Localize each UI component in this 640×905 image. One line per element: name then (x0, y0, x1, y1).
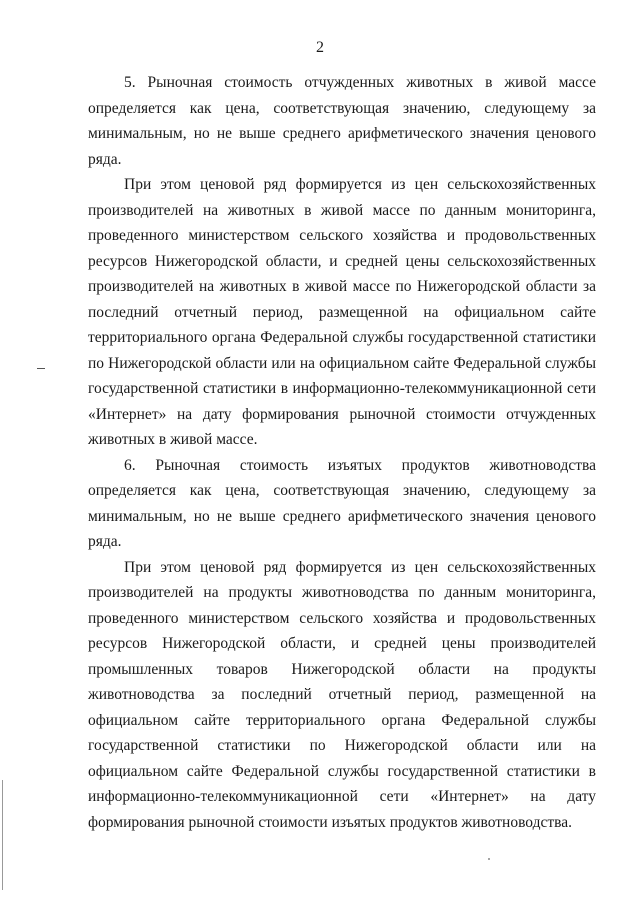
paragraph-price-series-products: При этом ценовой ряд формируется из цен сельскохозяйственных производителей на продукты животноводства по данным мониторинга, проведенного министерством сельского хозяйства и продовольственных ресурсов Нижегородской области, и средней цены производителей промышленных товаров Нижегородской области на продукты животноводства за последний отчетный период, размещенной на официальном сайте территориального органа Федеральной службы государственной статистики по Нижегородской области или на официальном сайте Федеральной службы государственной статистики в информационно-телекоммуникационной сети «Интернет» на дату формирования рыночной стоимости изъятых продуктов животноводства. (88, 558, 596, 831)
document-body (88, 70, 596, 835)
paragraph-item-6: 6. Рыночная стоимость изъятых продуктов животноводства определяется как цена, соответствующая значению, следующему за минимальным, но не выше среднего арифметического значения ценового ряда. (88, 456, 596, 550)
page-number: 2 (316, 39, 324, 56)
paragraph-price-series-animals: При этом ценовой ряд формируется из цен сельскохозяйственных производителей на животных в живой массе по данным мониторинга, проведенного министерством сельского хозяйства и продовольственных ресурсов Нижегородской области, и средней цены сельскохозяйственных производителей на животных в живой массе по Нижегородской области за последний отчетный период, размещенной на официальном сайте территориального органа Федеральной службы государственной статистики по Нижегородской области или на официальном сайте Федеральной службы государственной статистики в информационно-телекоммуникационной сети «Интернет» на дату формирования рыночной стоимости отчужденных животных в живой массе. (88, 176, 596, 448)
margin-mark (37, 368, 45, 369)
scan-edge-line (2, 780, 3, 890)
scan-speck (488, 858, 490, 860)
paragraph-item-5: 5. Рыночная стоимость отчужденных животных в живой массе определяется как цена, соответствующая значению, следующему за минимальным, но не выше среднего арифметического значения ценового ряда. (88, 74, 596, 168)
